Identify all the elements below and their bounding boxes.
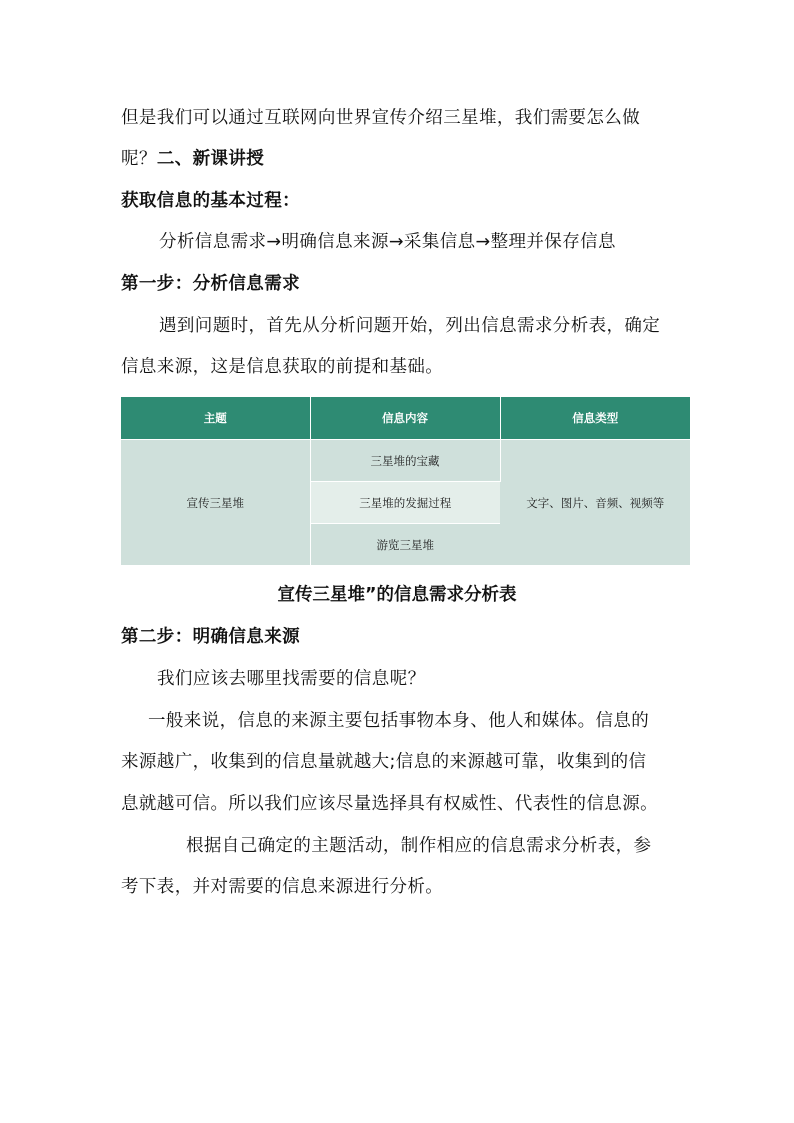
- step1-para-line-2: 信息来源，这是信息获取的前提和基础。: [121, 357, 444, 377]
- step1-heading: 第一步：分析信息需求: [121, 274, 300, 294]
- table-cell-content: 三星堆的发掘过程: [310, 482, 500, 524]
- intro-line-2: [121, 148, 264, 170]
- step2-para1-line-2: 来源越广，收集到的信息量就越大;信息的来源越可靠，收集到的信: [121, 752, 647, 772]
- step2-heading: 第二步：明确信息来源: [121, 627, 300, 647]
- table-cell-topic: 宣传三星堆: [121, 440, 310, 566]
- table-header-row: [121, 397, 690, 440]
- table-header-topic: 主题: [121, 397, 310, 440]
- table-row: [121, 440, 690, 482]
- table-caption: 宣传三星堆”的信息需求分析表: [277, 585, 517, 605]
- step2-question: 我们应该去哪里找需要的信息呢？: [157, 669, 426, 689]
- step2-para2-line-2: 考下表，并对需要的信息来源进行分析。: [121, 877, 444, 897]
- table-cell-type: 文字、图片、音频、视频等: [500, 440, 690, 566]
- table-header-type: 信息类型: [500, 397, 690, 440]
- intro-line-1: 但是我们可以通过互联网向世界宣传介绍三星堆，我们需要怎么做: [121, 108, 641, 128]
- intro-line-2-text: 呢？: [121, 149, 157, 169]
- process-heading: 获取信息的基本过程：: [121, 191, 300, 211]
- info-needs-table: [121, 397, 690, 565]
- table-cell-content: 游览三星堆: [310, 524, 500, 565]
- section-heading-new-lesson: 二、新课讲授: [156, 149, 265, 169]
- table-header-content: 信息内容: [310, 397, 500, 440]
- process-flow: 分析信息需求→明确信息来源→采集信息→整理并保存信息: [159, 232, 616, 252]
- table-cell-content: 三星堆的宝藏: [310, 440, 500, 482]
- step1-para-line-1: 遇到问题时，首先从分析问题开始，列出信息需求分析表，确定: [159, 316, 661, 336]
- step2-para2-line-1: 根据自己确定的主题活动，制作相应的信息需求分析表，参: [186, 836, 652, 856]
- step2-para1-line-3: 息就越可信。所以我们应该尽量选择具有权威性、代表性的信息源。: [121, 794, 658, 814]
- step2-para1-line-1: 一般来说，信息的来源主要包括事物本身、他人和媒体。信息的: [148, 711, 650, 731]
